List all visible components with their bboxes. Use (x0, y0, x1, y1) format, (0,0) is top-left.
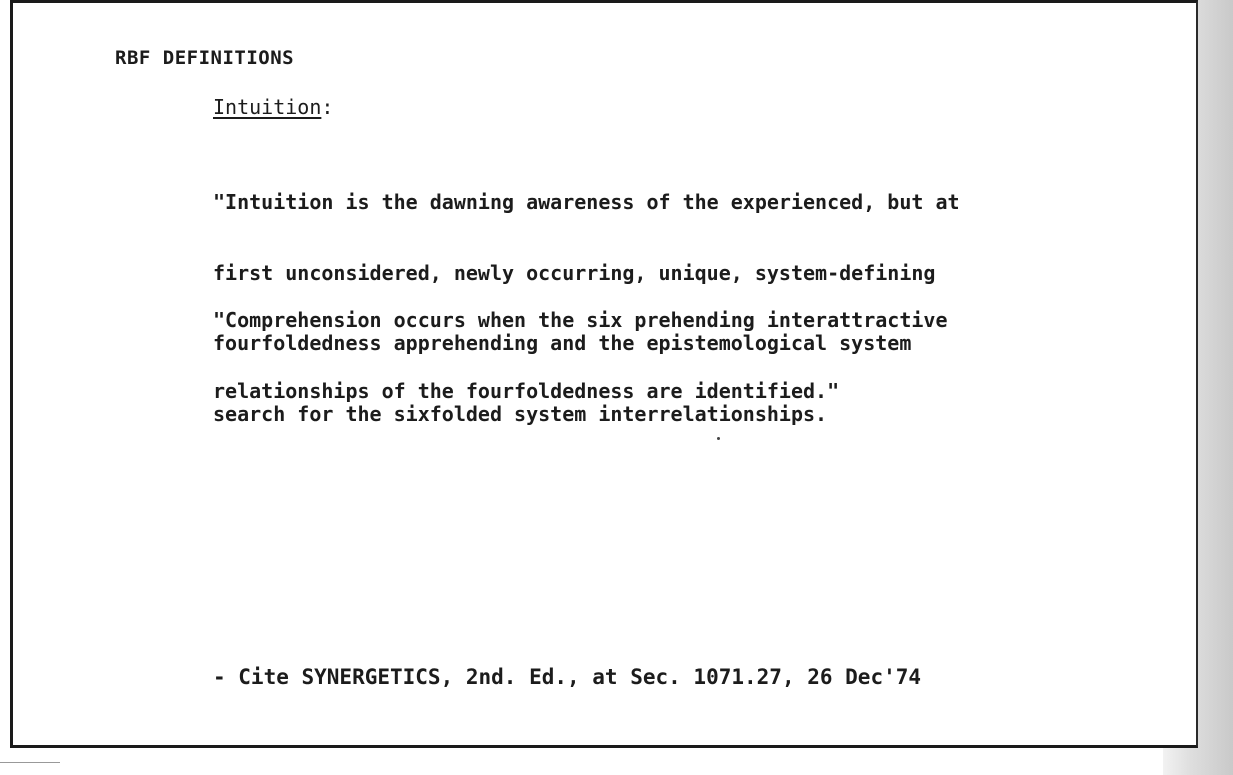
paragraph-line: fourfoldedness apprehending and the epistemological system (213, 331, 912, 355)
document-heading: RBF DEFINITIONS (115, 47, 295, 69)
definition-card (10, 0, 1198, 748)
citation-line: - Cite SYNERGETICS, 2nd. Ed., at Sec. 1071.27, 26 Dec'74 (213, 665, 922, 689)
paragraph-line: relationships of the fourfoldedness are identified." (213, 378, 840, 403)
page-edge-line (0, 762, 60, 763)
term-heading (213, 95, 333, 119)
definition-paragraph-2 (213, 262, 948, 450)
paragraph-line: search for the sixfolded system interrelationships. (213, 401, 828, 426)
paragraph-line: first unconsidered, newly occurring, unique, system-defining (213, 260, 936, 285)
term-word: Intuition (213, 95, 322, 119)
term-colon: : (321, 95, 334, 119)
paragraph-line: "Intuition is the dawning awareness of the experienced, but at (213, 190, 960, 214)
paragraph-line: "Comprehension occurs when the six prehending interattractive (213, 308, 948, 332)
ink-speck (717, 437, 720, 440)
